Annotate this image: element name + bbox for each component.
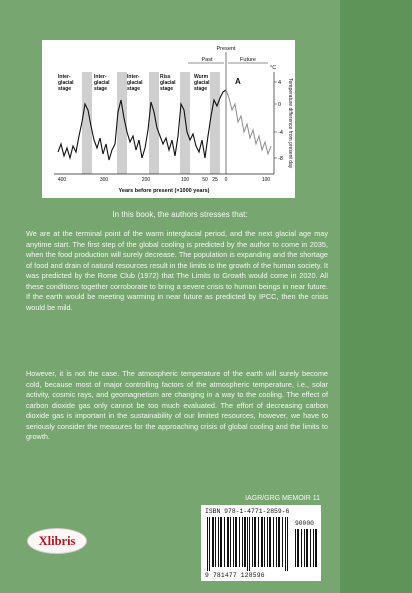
y-tick-4: -8 — [278, 156, 283, 162]
isbn-barcode — [201, 505, 321, 581]
barcode-main-digits: 9 781477 128596 — [205, 572, 265, 579]
unit-label: °C — [270, 65, 277, 71]
future-label: Future — [240, 57, 256, 63]
present-label: Present — [216, 46, 236, 52]
x-tick-50: 50 — [202, 177, 208, 183]
interglacial-band-3 — [149, 72, 159, 174]
stage-2-line2: glacial — [94, 80, 110, 86]
stage-2-line3: stage — [94, 86, 108, 92]
xlibris-logo — [28, 529, 86, 553]
x-tick-400: 400 — [57, 177, 67, 183]
future-temperature-curve — [226, 90, 271, 154]
stage-3-line1: Inter- — [127, 74, 140, 80]
marker-a: A — [235, 77, 241, 86]
x-axis-label: Years before present (×1000 years) — [118, 188, 210, 194]
x-tick-100: 100 — [180, 177, 190, 183]
x-tick-200: 200 — [141, 177, 151, 183]
stage-1-line3: stage — [58, 86, 72, 92]
temperature-figure — [42, 40, 295, 198]
xlibris-logo-text: Xlibris — [38, 534, 76, 548]
barcode-addon-digits: 90000 — [295, 520, 314, 527]
barcode-bars — [201, 505, 321, 581]
stage-3-line3: stage — [127, 86, 141, 92]
x-tick-300: 300 — [99, 177, 109, 183]
y-axis-label: Temperature difference from present day — [287, 78, 293, 169]
stage-2-line1: Inter- — [94, 74, 107, 80]
description-paragraph-2: However, it is not the case. The atmospheric temperature of the earth will surely become cold, because most of major controlling factors of the atmospheric temperature, i.e., solar activity, cosmic rays, and geomagnetism are changing in a way to the cooling. The effect of carbon dioxide gas only cannot be too much evaluated. The effort of decreasing carbon dioxide gas is important in the sustainability of our limited resources, however, we have to seriously consider the measures for the approaching crisis of global cooling and the limits to growth. — [26, 369, 328, 441]
spine-strip — [340, 0, 412, 593]
y-tick-3: -4 — [278, 130, 283, 136]
x-tick-25: 25 — [212, 177, 218, 183]
y-tick-2: 0 — [278, 102, 282, 108]
y-tick-1: 4 — [278, 80, 282, 86]
stage-3-line2: glacial — [127, 80, 143, 86]
stage-1-line1: Inter- — [58, 74, 71, 80]
stage-4-line3: stage — [160, 86, 174, 92]
isbn-text: ISBN 978-1-4771-2859-6 — [205, 508, 290, 515]
interglacial-band-4 — [180, 72, 190, 174]
interglacial-band-5 — [210, 72, 220, 174]
x-tick-0: 0 — [224, 177, 228, 183]
stage-4-line1: Riss — [160, 74, 171, 80]
stage-5-line3: stage — [194, 86, 208, 92]
stage-1-line2: glacial — [58, 80, 74, 86]
temperature-chart — [42, 40, 295, 198]
intro-text: In this book, the authors stresses that: — [112, 210, 248, 219]
stage-5-line2: glacial — [194, 80, 210, 86]
series-label: IAGR/GRG MEMOIR 11 — [245, 495, 320, 502]
stage-5-line1: Wurm — [194, 74, 209, 80]
x-tick-future-100: 100 — [261, 177, 271, 183]
stage-4-line2: glacial — [160, 80, 176, 86]
past-label: Past — [201, 57, 213, 63]
description-paragraph-1: We are at the terminal point of the warm interglacial period, and the next glacial age may anytime start. The first step of the global cooling is predicted by the author to come in 2035, when the food production will surely decrease. The population is expanding and the shortage of food and drain of natural resources result in the limits to the growth of the human society. It was predicted by the Rome Club (1972) that The Limits to Growth would come in 2020. All these conditions together corroborate to bring a severe crisis to human beings in near future. If the earth would be meeting warming in near future as predicted by IPCC, then the crisis would be mild. — [26, 229, 328, 312]
